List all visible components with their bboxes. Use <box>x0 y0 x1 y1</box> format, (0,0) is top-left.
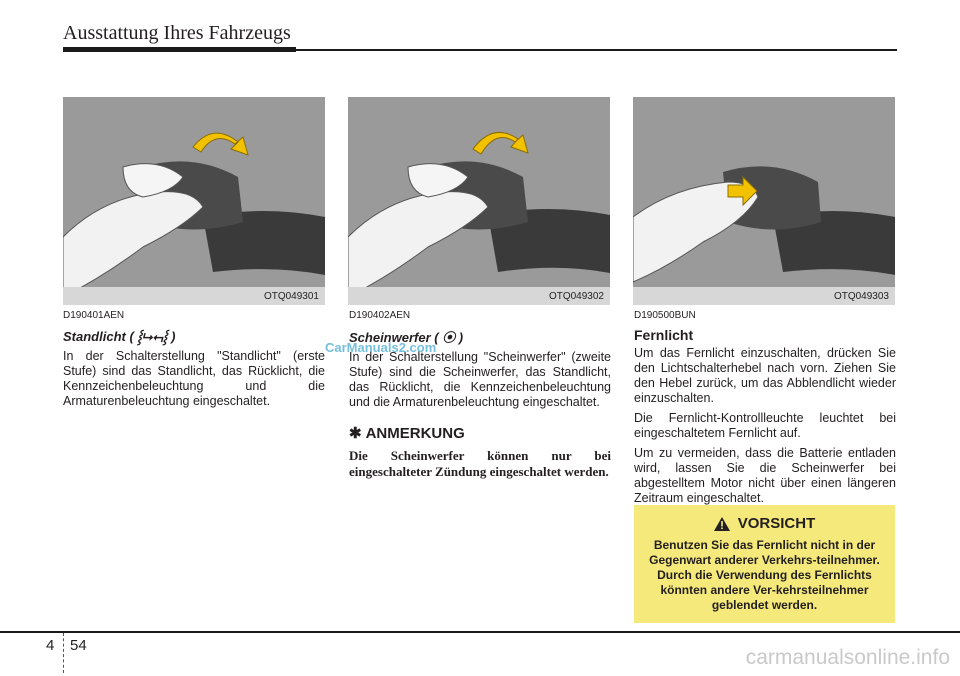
chapter-number: 4 <box>46 637 55 654</box>
figure-code: OTQ049303 <box>833 291 889 302</box>
watermark: CarManuals2.com <box>325 340 437 355</box>
column-scheinwerfer <box>349 310 611 480</box>
watermark-site: carmanualsonline.info <box>745 646 950 669</box>
body-text: In der Schalterstellung "Scheinwerfer" (zweite Stufe) sind die Scheinwerfer, das Standlicht, das Rücklicht, die Kennzeichenbeleuchtung und die Armaturenbeleuchtung eingeschaltet. <box>349 350 611 409</box>
section-code: D190500BUN <box>634 310 696 321</box>
page-header-title: Ausstattung Ihres Fahrzeugs <box>63 22 291 44</box>
footer-separator <box>63 633 64 673</box>
section-code: D190402AEN <box>349 310 411 321</box>
body-text: Die Fernlicht-Kontrollleuchte leuchtet bei eingeschaltetem Fernlicht auf. <box>634 411 896 440</box>
body-text: In der Schalterstellung "Standlicht" (erste Stufe) sind das Standlicht, das Rücklicht, die Kennzeichenbeleuchtung und die Armaturenbeleuchtung eingeschaltet. <box>63 349 325 408</box>
figure-standlicht <box>63 97 325 305</box>
lever-illustration <box>63 97 325 305</box>
body-text: Um zu vermeiden, dass die Batterie entladen wird, lassen Sie die Scheinwerfer bei abgestelltem Motor nicht über einen längeren Zeitraum eingeschaltet. <box>634 446 896 505</box>
section-heading: Scheinwerfer ( ⦿ ) <box>349 330 464 345</box>
header-rule-thin <box>296 49 897 51</box>
figure-fernlicht <box>633 97 895 305</box>
warning-triangle-icon <box>714 517 730 531</box>
figure-code: OTQ049302 <box>548 291 604 302</box>
warning-title: VORSICHT <box>737 515 816 532</box>
footer-rule <box>0 631 960 633</box>
header-rule <box>63 47 296 52</box>
section-code: D190401AEN <box>63 310 125 321</box>
note-title <box>349 424 611 442</box>
lever-illustration <box>348 97 610 305</box>
figure-scheinwerfer <box>348 97 610 305</box>
column-standlicht <box>63 310 325 414</box>
column-fernlicht <box>634 310 896 511</box>
lever-illustration <box>633 97 895 305</box>
body-text: Um das Fernlicht einzuschalten, drücken Sie den Lichtschalterhebel nach vorn. Ziehen Sie den Hebel zurück, um das Abblendlicht wieder einzuschalten. <box>634 346 896 405</box>
note-text: Die Scheinwerfer können nur bei eingeschalteter Zündung eingeschaltet werden. <box>349 448 611 479</box>
section-heading: Standlicht ( ⸾⮡⮢⸾ ) <box>63 329 176 344</box>
warning-text: Benutzen Sie das Fernlicht nicht in der Gegenwart anderer Verkehrs-teilnehmer. Durch die Verwendung des Fernlichts könnten andere Ver-kehrsteilnehmer geblendet werden. <box>649 538 880 612</box>
star-icon: ✱ <box>349 425 362 442</box>
warning-header <box>644 515 885 532</box>
page-number: 54 <box>70 637 87 654</box>
figure-code: OTQ049301 <box>263 291 319 302</box>
note-title-text: ANMERKUNG <box>365 425 465 442</box>
warning-box <box>634 505 895 623</box>
section-heading: Fernlicht <box>634 327 694 343</box>
